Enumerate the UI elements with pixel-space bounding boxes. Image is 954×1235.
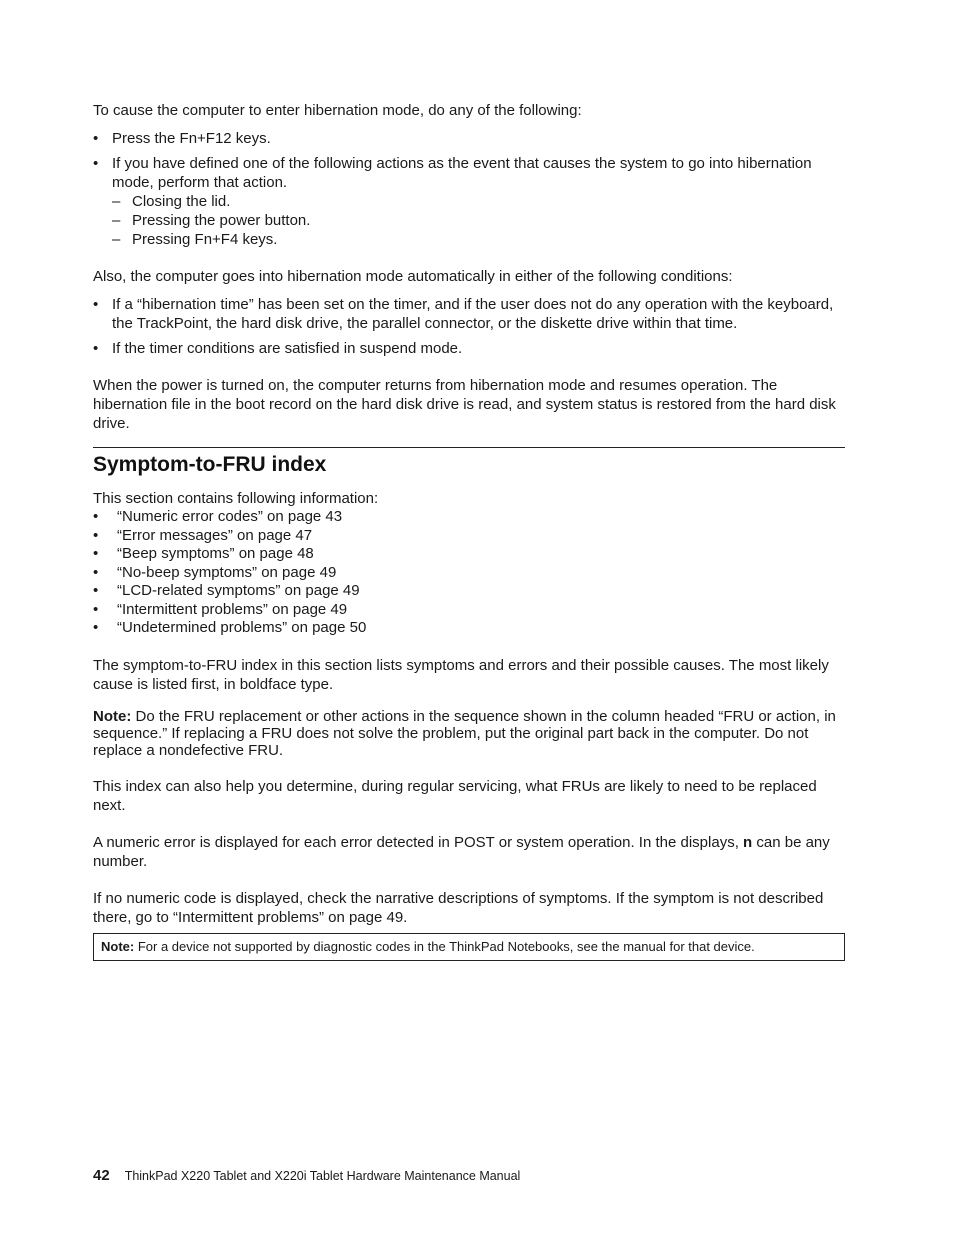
numeric-error-paragraph	[93, 833, 845, 871]
sublist-item: – Closing the lid.	[112, 192, 845, 211]
sublist-item: – Pressing Fn+F4 keys.	[112, 230, 845, 249]
sublist-item: – Pressing the power button.	[112, 211, 845, 230]
list-item: • If the timer conditions are satisfied in suspend mode.	[93, 339, 845, 358]
section-link[interactable]: • “Undetermined problems” on page 50	[93, 619, 845, 638]
page-footer	[93, 1166, 520, 1186]
list-item	[93, 154, 845, 249]
list-item: • If a “hibernation time” has been set on the timer, and if the user does not do any operation with the keyboard, the TrackPoint, the hard disk drive, the parallel connector, or the diskette drive within that time.	[93, 295, 845, 333]
list-item: • Press the Fn+F12 keys.	[93, 129, 845, 148]
section-link[interactable]: • “Numeric error codes” on page 43	[93, 508, 845, 527]
action-sublist	[112, 192, 845, 249]
no-code-paragraph: If no numeric code is displayed, check the narrative descriptions of symptoms. If the symptom is not described there, go to “Intermittent problems” on page 49.	[93, 889, 824, 926]
bold-n: n	[743, 833, 753, 851]
note-label: Note:	[93, 707, 132, 725]
section-heading: Symptom-to-FRU index	[93, 453, 327, 476]
list-item-text: If you have defined one of the following actions as the event that causes the system to go into hibernation mode, perform that action.	[112, 155, 812, 191]
intro-paragraph: To cause the computer to enter hibernation mode, do any of the following:	[93, 102, 582, 119]
text-span: A numeric error is displayed for each error detected in POST or system operation. In the displays,	[93, 833, 744, 851]
index-description: The symptom-to-FRU index in this section lists symptoms and errors and their possible causes. The most likely cause is listed first, in boldface type.	[93, 656, 829, 693]
page-number: 42	[93, 1167, 110, 1184]
section-link[interactable]: • “No-beep symptoms” on page 49	[93, 564, 845, 583]
note-box	[93, 933, 845, 961]
auto-conditions-list	[93, 295, 845, 358]
page-content	[93, 101, 845, 961]
section-link[interactable]: • “Beep symptoms” on page 48	[93, 545, 845, 564]
auto-hibernation-paragraph: Also, the computer goes into hibernation mode automatically in either of the following conditions:	[93, 268, 733, 285]
section-link[interactable]: • “LCD-related symptoms” on page 49	[93, 582, 845, 601]
note-box-text: For a device not supported by diagnostic codes in the ThinkPad Notebooks, see the manual for that device.	[134, 938, 755, 954]
hibernation-methods-list	[93, 129, 845, 249]
section-link[interactable]: • “Intermittent problems” on page 49	[93, 601, 845, 620]
note-box-label: Note:	[101, 938, 135, 954]
note-text: Do the FRU replacement or other actions in the sequence shown in the column headed “FRU or action, in sequence.” If replacing a FRU does not solve the problem, put the original part back in the computer. Do not replace a nondefective FRU.	[93, 707, 836, 759]
resume-paragraph: When the power is turned on, the computer returns from hibernation mode and resumes operation. The hibernation file in the boot record on the hard disk drive is read, and system status is restored from the hard disk drive.	[93, 377, 836, 432]
section-divider	[93, 447, 845, 448]
servicing-paragraph: This index can also help you determine, during regular servicing, what FRUs are likely to need to be replaced next.	[93, 777, 817, 814]
footer-title: ThinkPad X220 Tablet and X220i Tablet Hardware Maintenance Manual	[124, 1169, 521, 1183]
section-link[interactable]: • “Error messages” on page 47	[93, 527, 845, 546]
section-intro: This section contains following information:	[93, 490, 379, 507]
note-paragraph	[93, 708, 845, 759]
section-links-list	[93, 508, 845, 638]
text-span: can be any number.	[93, 833, 830, 870]
